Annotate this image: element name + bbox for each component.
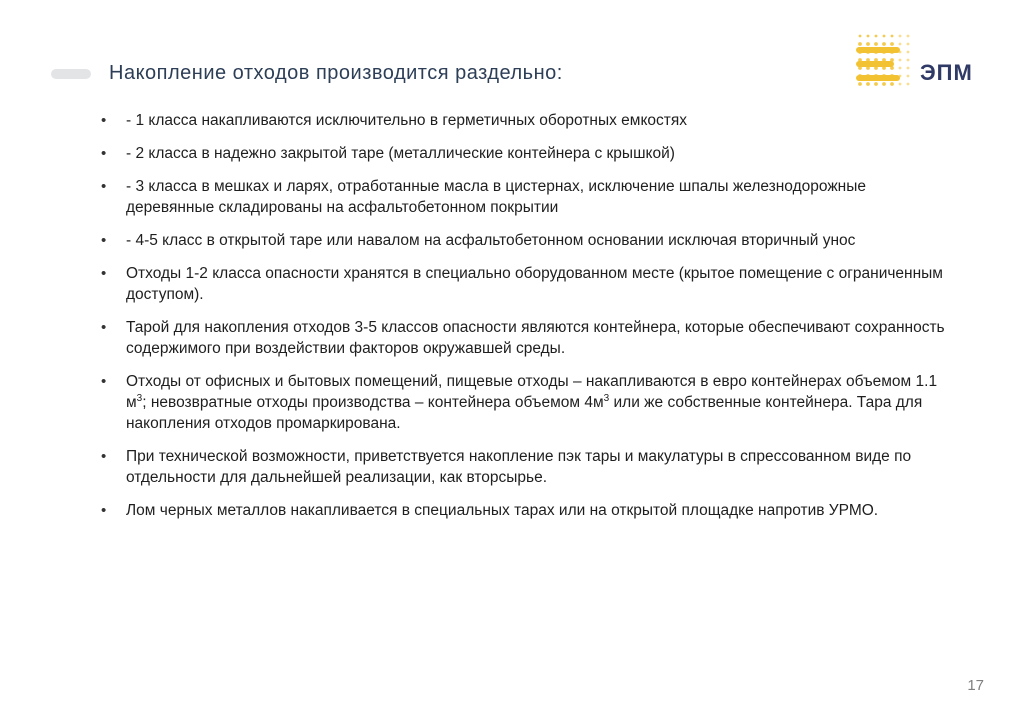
logo-dot	[890, 82, 894, 86]
bullet-item: • Лом черных металлов накапливается в специальных тарах или на открытой площадке напротив УРМО.	[100, 500, 950, 521]
bullet-item: • Отходы 1-2 класса опасности хранятся в специально оборудованном месте (крытое помещение с ограниченным доступом).	[100, 263, 950, 305]
logo-dot	[907, 75, 910, 78]
bullet-item: • При технической возможности, приветствуется накопление пэк тары и макулатуры в спрессованном виде по отдельности для дальнейшей реализации, как вторсырье.	[100, 446, 950, 488]
title-decoration	[51, 69, 91, 79]
superscript: 3	[136, 392, 143, 404]
bullet-item: • - 1 класса накапливаются исключительно в герметичных оборотных емкостях	[100, 110, 950, 131]
logo-dot	[907, 51, 910, 54]
logo-dot	[907, 59, 910, 62]
logo-dot	[899, 43, 902, 46]
logo-dot	[907, 83, 910, 86]
logo-dot	[874, 42, 878, 46]
logo-dot	[882, 42, 886, 46]
bullet-text: ; невозвратные отходы производства – контейнера объемом 4м	[142, 394, 604, 411]
logo-dot	[899, 35, 902, 38]
bullet-item	[100, 371, 950, 434]
bullet-item: • Тарой для накопления отходов 3-5 классов опасности являются контейнера, которые обеспечивают сохранность содержимого при воздействии факторов окружавшей среды.	[100, 317, 950, 359]
logo-dot	[907, 35, 910, 38]
logo-dot	[899, 83, 902, 86]
logo-dot	[867, 35, 870, 38]
page-number: 17	[967, 677, 984, 694]
logo-dot	[899, 67, 902, 70]
logo-bar	[856, 47, 900, 53]
logo-dot	[874, 82, 878, 86]
logo-dot	[866, 42, 870, 46]
slide-title: Накопление отходов производится раздельно:	[109, 62, 563, 84]
logo-dot	[907, 67, 910, 70]
bullet-text: Отходы от офисных и бытовых помещений, пищевые отходы – накапливаются в евро контейнерах объемом 1.1 м	[126, 373, 938, 411]
bullet-text: или же собственные контейнера. Тара для накопления отходов промаркирована.	[126, 394, 923, 432]
logo-dot	[907, 43, 910, 46]
bullet-list	[100, 110, 950, 521]
bullet-item: • - 4-5 класс в открытой таре или навалом на асфальтобетонном основании исключая вторичный унос	[100, 230, 950, 251]
logo-text: ЭПМ	[920, 60, 973, 85]
logo-bar	[856, 61, 894, 67]
logo-dot	[882, 82, 886, 86]
bullet-item: • - 3 класса в мешках и ларях, отработанные масла в цистернах, исключение шпалы железнодорожные деревянные складированы на асфальтобетонном покрытии	[100, 176, 950, 218]
bullet-item: • - 2 класса в надежно закрытой таре (металлические контейнера с крышкой)	[100, 143, 950, 164]
logo-dot	[891, 35, 894, 38]
logo-dot	[858, 42, 862, 46]
logo-dot	[866, 82, 870, 86]
logo-dot	[899, 59, 902, 62]
superscript: 3	[603, 392, 610, 404]
logo-dot	[859, 35, 862, 38]
logo-dot	[883, 35, 886, 38]
logo-bar	[856, 75, 900, 81]
logo-dot	[875, 35, 878, 38]
logo-dot	[890, 42, 894, 46]
logo-dot	[858, 82, 862, 86]
